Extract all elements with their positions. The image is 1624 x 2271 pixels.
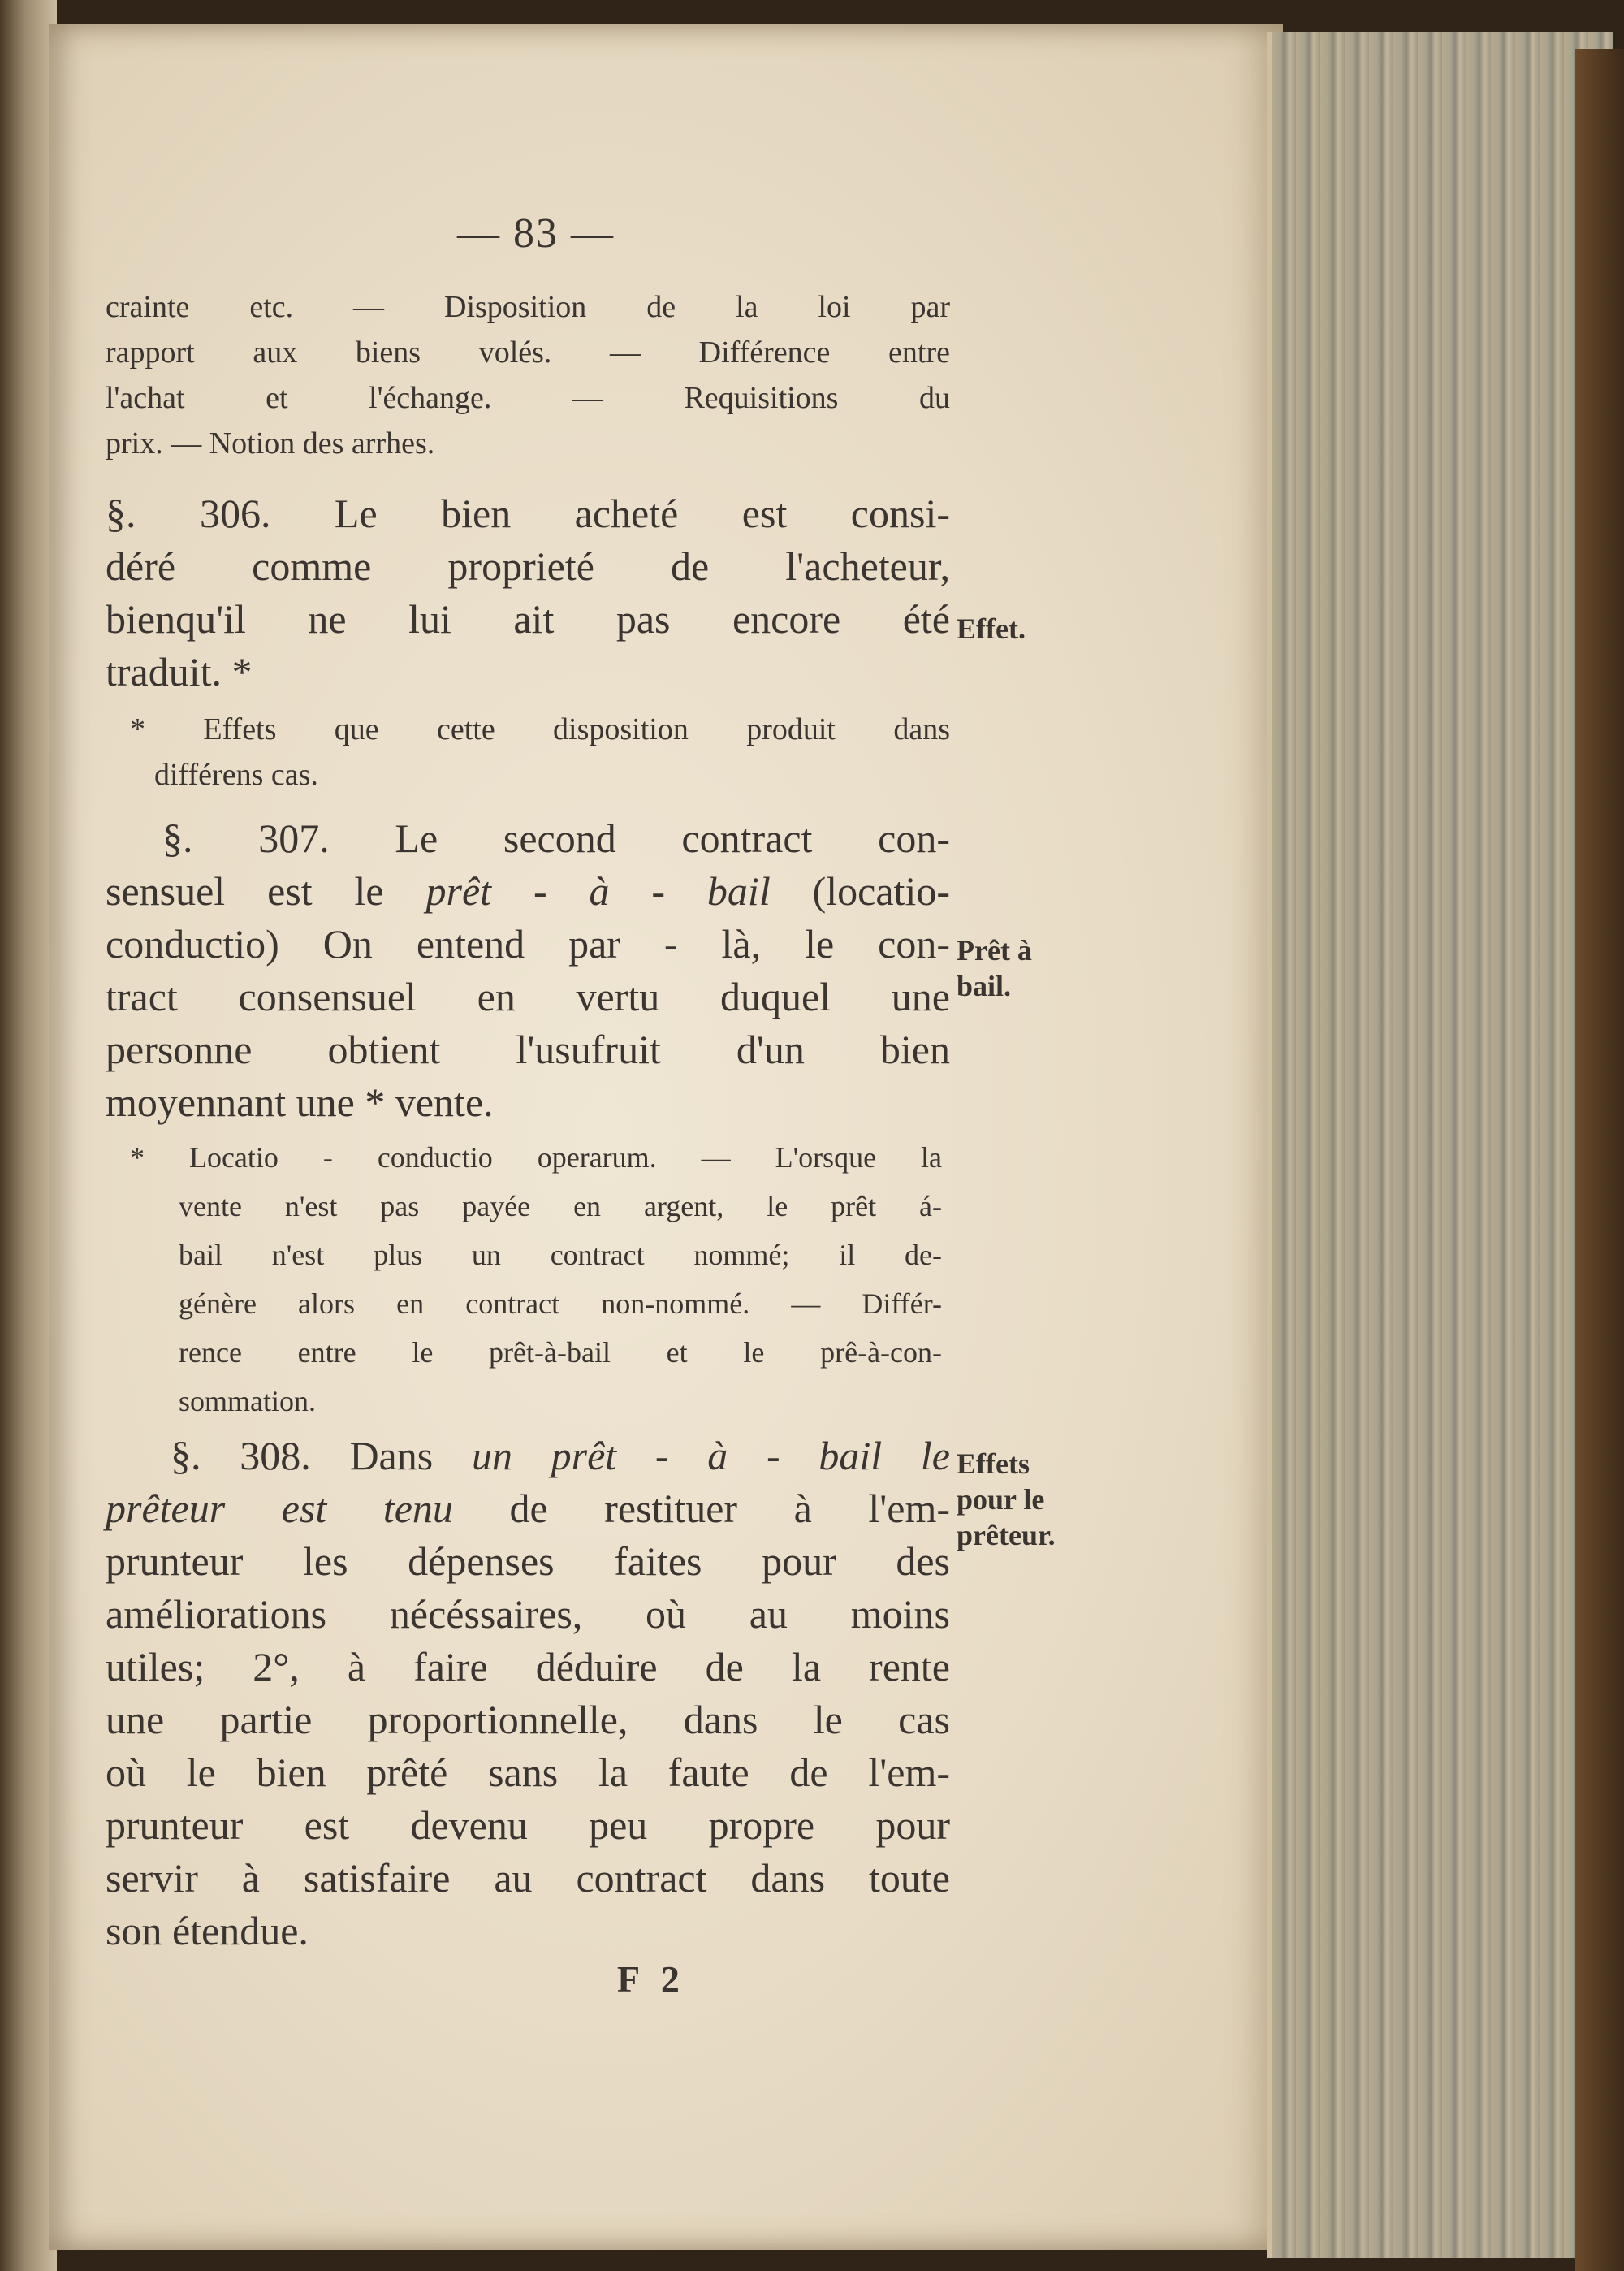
text-line: crainte etc. — Disposition de la loi par xyxy=(106,290,950,324)
page-number-header: — 83 — xyxy=(457,210,615,257)
text-line: l'achat et l'échange. — Requisitions du xyxy=(106,381,950,415)
text-span: sensuel est le xyxy=(106,868,426,914)
text-line: prix. — Notion des arrhes. xyxy=(106,426,435,461)
text-line: traduit. * xyxy=(106,649,253,694)
signature-mark: F 2 xyxy=(617,1958,686,2000)
text-line: tract consensuel en vertu duquel une xyxy=(106,974,950,1019)
text-line: prunteur les dépenses faites pour des xyxy=(106,1538,950,1584)
text-line: bienqu'il ne lui ait pas encore été xyxy=(106,596,950,642)
text-line: déré comme proprieté de l'acheteur, xyxy=(106,543,950,589)
margin-line: prêteur. xyxy=(957,1519,1056,1551)
text-line xyxy=(106,1430,950,1482)
text-line: §. 306. Le bien acheté est consi- xyxy=(106,491,950,536)
text-line: rapport aux biens volés. — Différence entre xyxy=(106,335,950,370)
paragraph-307 xyxy=(106,812,950,1129)
text-line: * Effets que cette disposition produit dans xyxy=(130,712,950,746)
term-italic: prêt - à - bail xyxy=(425,868,771,914)
text-span: (locatio- xyxy=(770,868,950,914)
margin-line: pour le xyxy=(957,1483,1045,1516)
paragraph-308 xyxy=(106,1430,950,1957)
text-line: moyennant une * vente. xyxy=(106,1079,494,1125)
text-line: améliorations nécéssaires, où au moins xyxy=(106,1591,950,1637)
text-line: sommation. xyxy=(179,1385,316,1417)
text-line: rence entre le prêt-à-bail et le prê-à-con- xyxy=(179,1336,942,1369)
margin-note-effet: Effet. xyxy=(957,612,1026,645)
text-line: vente n'est pas payée en argent, le prêt á- xyxy=(179,1190,942,1222)
text-line: différens cas. xyxy=(154,758,318,792)
text-line: conductio) On entend par - là, le con- xyxy=(106,921,950,967)
paragraph-306 xyxy=(106,487,950,699)
margin-line: Prêt à xyxy=(957,934,1032,967)
text-span: de restituer à l'em- xyxy=(452,1486,950,1531)
text-line: personne obtient l'usufruit d'un bien xyxy=(106,1027,950,1072)
footnote-continuation xyxy=(106,284,950,466)
margin-line: bail. xyxy=(957,970,1012,1002)
term-italic: prêteur est tenu xyxy=(106,1486,453,1531)
text-line xyxy=(106,1482,950,1535)
text-line: servir à satisfaire au contract dans toute xyxy=(106,1855,950,1901)
margin-note-effets-pour-le-preteur xyxy=(957,1446,1119,1553)
footnote-306 xyxy=(130,707,950,798)
footnote-307 xyxy=(130,1133,942,1425)
margin-note-pret-a-bail xyxy=(957,932,1119,1004)
text-line: * Locatio - conductio operarum. — L'orsque la xyxy=(130,1141,942,1174)
text-line: bail n'est plus un contract nommé; il de- xyxy=(179,1239,942,1271)
book-cover-edge xyxy=(1575,49,1624,2271)
margin-line: Effets xyxy=(957,1447,1030,1480)
term-italic: un prêt - à - bail le xyxy=(471,1433,950,1478)
page-block-fore-edge xyxy=(1267,32,1613,2258)
text-span: §. 308. Dans xyxy=(171,1433,472,1478)
text-line: §. 307. Le second contract con- xyxy=(162,815,950,861)
text-line xyxy=(106,865,950,918)
text-line: son étendue. xyxy=(106,1908,309,1953)
text-line: une partie proportionnelle, dans le cas xyxy=(106,1697,950,1742)
text-line: génère alors en contract non-nommé. — Différ- xyxy=(179,1287,942,1320)
text-line: prunteur est devenu peu propre pour xyxy=(106,1802,950,1848)
text-line: utiles; 2°, à faire déduire de la rente xyxy=(106,1644,950,1689)
text-line: où le bien prêté sans la faute de l'em- xyxy=(106,1750,950,1795)
